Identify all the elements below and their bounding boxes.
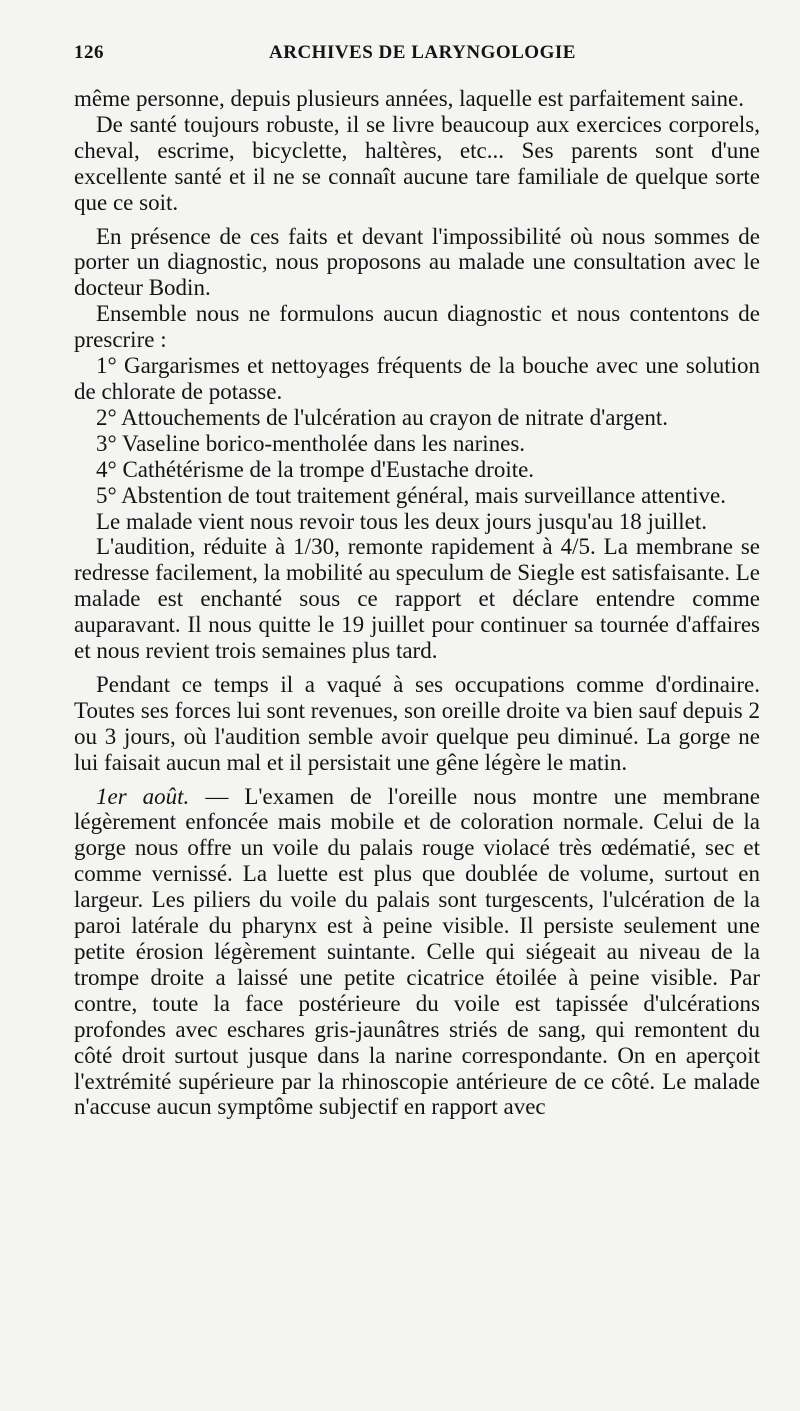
prescription-item: 3° Vaseline borico-mentholée dans les narines. xyxy=(96,430,526,456)
paragraph: En présence de ces faits et devant l'impossibilité où nous sommes de porter un diagnostic, nous proposons au malade une consultation avec le docteur Bodin. xyxy=(74,223,760,301)
paragraph: De santé toujours robuste, il se livre beaucoup aux exercices corporels, cheval, escrime, bicyclette, haltères, etc... Ses parents sont d'une excellente santé et il ne se connaît aucune tare familiale de quelque sorte que ce soit. xyxy=(74,111,760,215)
paragraph: Le malade vient nous revoir tous les deux jours jusqu'au 18 juillet. xyxy=(96,508,707,534)
page-number: 126 xyxy=(74,42,104,63)
prescription-item: 4° Cathétérisme de la trompe d'Eustache droite. xyxy=(96,456,535,482)
prescription-item: 1° Gargarismes et nettoyages fréquents de la bouche avec une solution de chlorate de potasse. xyxy=(74,353,760,404)
prescription-item: 5° Abstention de tout traitement général, mais surveillance attentive. xyxy=(96,482,727,508)
date-label: 1er août. xyxy=(96,783,190,809)
body-text xyxy=(74,86,760,1120)
prescription-item: 2° Attouchements de l'ulcération au crayon de nitrate d'argent. xyxy=(96,404,669,430)
dated-paragraph-text: — L'examen de l'oreille nous montre une membrane légèrement enfoncée mais mobile et de coloration normale. Celui de la gorge nous offre un voile du palais rouge violacé très œdématié, sec et comme vernissé. La luette est plus que doublée de volume, surtout en largeur. Les piliers du voile du palais sont turgescents, l'ulcération de la paroi latérale du pharynx est à peine visible. Il persiste seulement une petite érosion légèrement suintante. Celle qui siégeait au niveau de la trompe droite a laissé une petite cicatrice étoilée à peine visible. Par contre, toute la face postérieure du voile est tapissée d'ulcérations profondes avec eschares gris-jaunâtres striés de sang, qui remontent du côté droit surtout jusque dans la narine correspondante. On en aperçoit l'extrémité supérieure par la rhinoscopie antérieure de ce côté. Le malade n'accuse aucun symptôme subjectif en rapport avec xyxy=(74,783,760,1120)
dated-paragraph xyxy=(74,784,760,1121)
paragraph: Ensemble nous ne formulons aucun diagnostic et nous contentons de prescrire : xyxy=(74,301,760,353)
running-title: ARCHIVES DE LARYNGOLOGIE xyxy=(269,42,576,63)
page-header xyxy=(74,34,760,64)
paragraph: L'audition, réduite à 1/30, remonte rapidement à 4/5. La membrane se redresse facilement, la mobilité au speculum de Siegle est satisfaisante. Le malade est enchanté sous ce rapport et déclare entendre comme auparavant. Il nous quitte le 19 juillet pour continuer sa tournée d'affaires et nous revient trois semaines plus tard. xyxy=(74,534,760,664)
paragraph: même personne, depuis plusieurs années, laquelle est parfaitement saine. xyxy=(74,86,744,111)
paragraph: Pendant ce temps il a vaqué à ses occupations comme d'ordinaire. Toutes ses forces lui sont revenues, son oreille droite va bien sauf depuis 2 ou 3 jours, où l'audition semble avoir quelque peu diminué. La gorge ne lui faisait aucun mal et il persistait une gêne légère le matin. xyxy=(74,671,760,775)
